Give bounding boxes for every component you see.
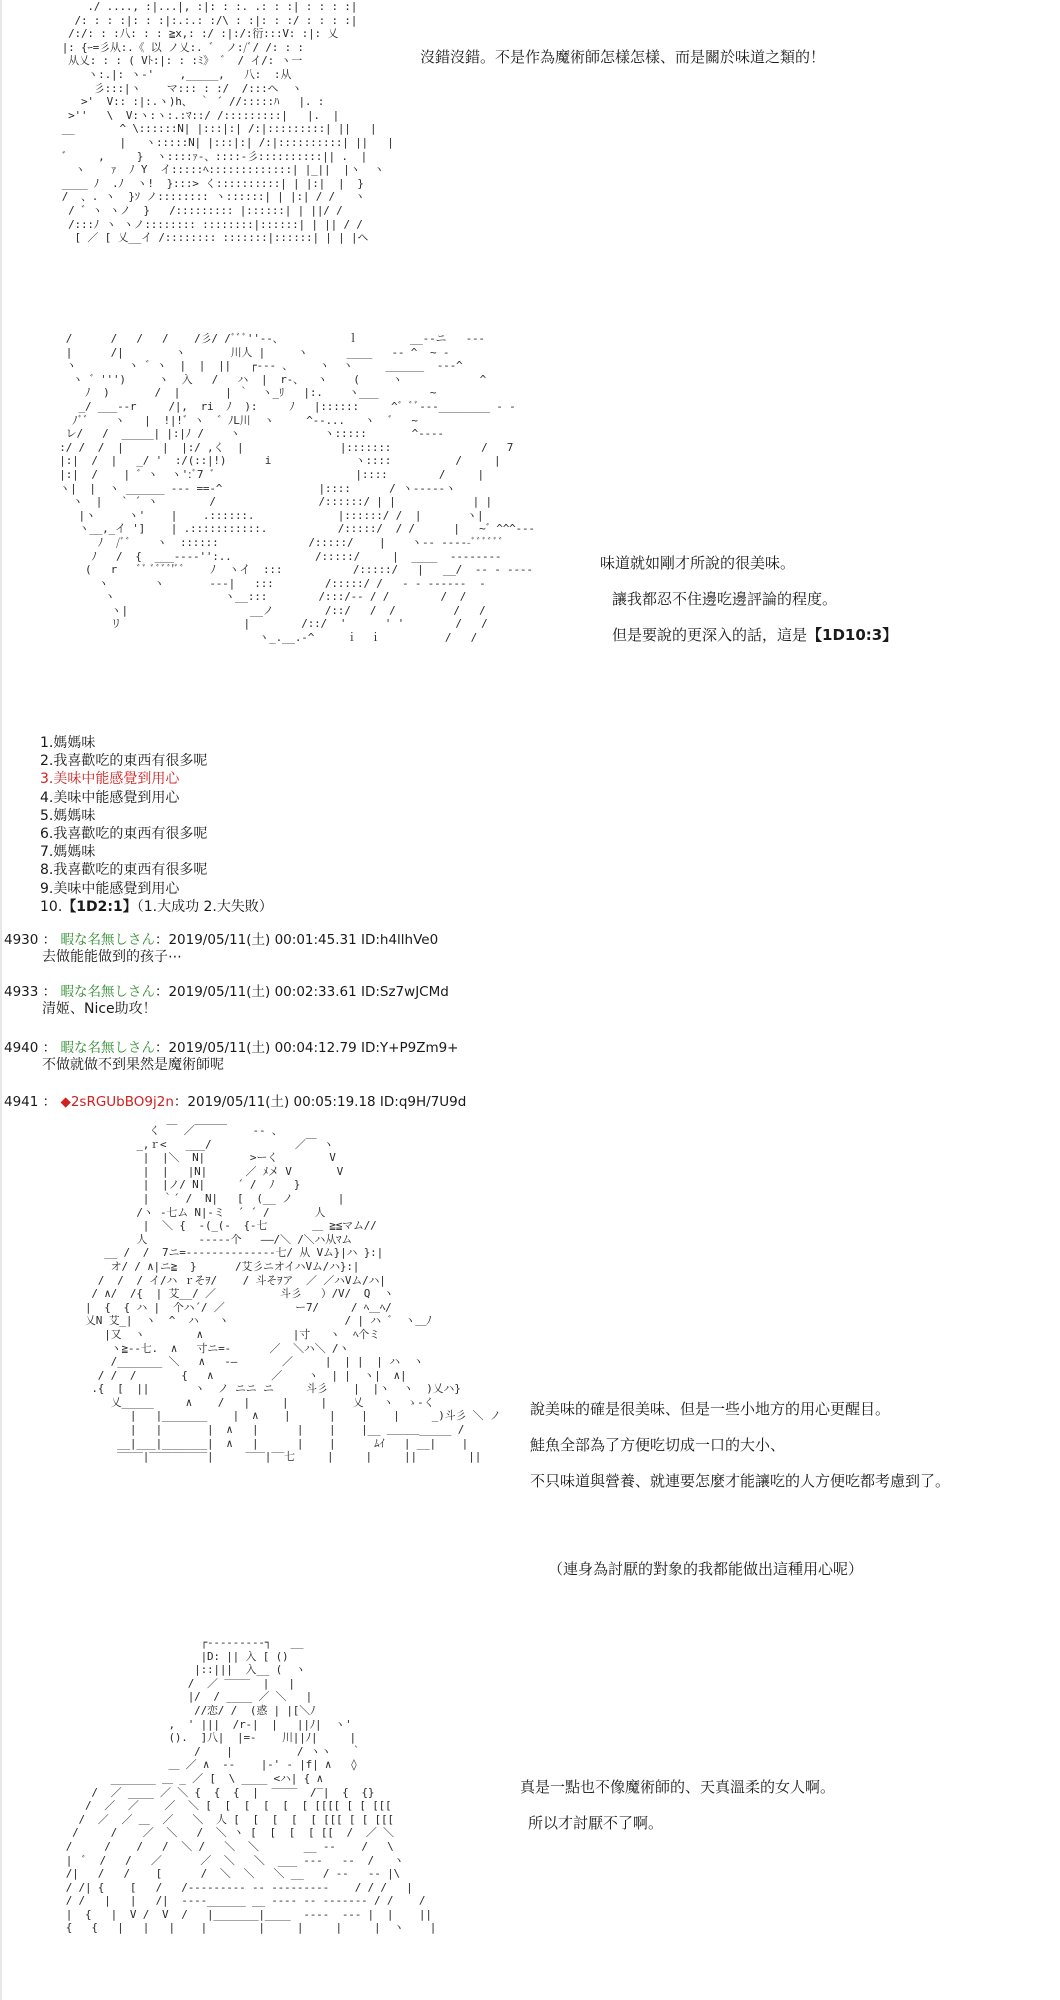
post-number[interactable]: 4930 (4, 932, 39, 948)
dialogue-line: 沒錯沒錯。不是作為魔術師怎樣怎樣、而是關於味道之類的！ (420, 48, 826, 66)
post-header: 4941 ： ◆2sRGUbBO9j2n：2019/05/11(土) 00:05:19.18 ID:q9H/7U9d (4, 1094, 467, 1110)
post-header: 4940 ： 暇な名無しさん：2019/05/11(土) 00:04:12.79 ID:Y+P9Zm9+ (4, 1040, 459, 1056)
list-item: 7.媽媽味 (40, 844, 96, 861)
list-item-selected: 3.美味中能感覺到用心 (40, 771, 180, 788)
ascii-art-panel-2: / / / / /彡/ /ﾞﾞﾞ''--、 ｌ __--ニ --- | /| ヽ 川人 | ヽ ____ -- ^ ~ ‐ ヽ ヽ ゛ヽ | | || ┌--- 、 ヽ ヽ ______ --‐^ ヽ ゛''') ヽ 入 / ハ | r‐、 ヽ ( ヽ ^ ﾉ ) / | | ｀ ヽ_ﾘ |:. ヽ___ ~ _/ ___--r /|, ri ﾉ ): ﾉ |:::::: ^゛ﾞﾞ‐‐‐________ ‐ ‐ ﾉﾞﾞ ヽ | !|!゛ヽ ゛ﾉL川 ヽ ^‐-... ヽ ゛ ~ レ/ / _____| |:|ﾉ / ヽ ヽ::::: ^‐-‐‐ :/ / / | | |:/ ,く | |::::::: / 7 |:| / | _/ ' :/(::|!) i ヽ:::: / | |:| / | ゛ヽ ヽ':ﾞ7 ゛ |:::: / | ヽ| | ヽ ______ --- ==‐^ |:::: / ヽ‐‐‐-‐ヽ ヽ | ` ´ ヽ / /::::::/ | | | | |ヽ ヽ' | .::::::. |::::::/ / | ヽ| ヽ__,_イ '] | .:::::::::::. /:::::/ / / | ~゛^^^‐‐‐ ﾉ /ﾞﾞ ヽ :::::: /:::::/ | ヽ‐‐ ---‐-ﾞﾞﾞﾞﾞﾞ ﾉ / { ___---‐'':.. /:::::/ | ____ ----‐‐‐‐ ( r ﾞﾞ ﾞﾞﾞﾞ'ﾞﾞ ﾉ ヽイ ::: /:::::/ | __/ -- ‐ ‐‐‐‐ ヽ ヽ ‐-‐| ::: /:::::/ / ‐ - ------ ‐ ヽ ヽ__::: /:::/-‐ / / / / ヽ| __ノ /::/ / / / / リ | /::/ ' ' ' / / ヽ_.__.-^ ｉ ｉ / / (59, 332, 535, 645)
dialogue-line: 所以才討厭不了啊。 (528, 1814, 664, 1832)
list-item: 2.我喜歡吃的東西有很多呢 (40, 753, 208, 770)
post (4, 932, 438, 966)
dialogue-text: 但是要說的更深入的話，這是 (612, 626, 808, 644)
list-item: 4.美味中能感覺到用心 (40, 789, 180, 806)
post-meta: ：2019/05/11(土) 00:04:12.79 ID:Y+P9Zm9+ (154, 1040, 459, 1056)
dice-result: 【1D10:3】 (807, 626, 898, 644)
poster-name[interactable]: 暇な名無しさん (60, 932, 155, 948)
dialogue-line (612, 626, 897, 644)
dialogue-line: 不只味道與營養、就連要怎麼才能讓吃的人方便吃都考慮到了。 (530, 1472, 951, 1490)
post-number[interactable]: 4940 (4, 1040, 39, 1056)
post (4, 1040, 459, 1074)
post-meta: ：2019/05/11(土) 00:01:45.31 ID:h4llhVe0 (154, 932, 439, 948)
dialogue-line: 味道就如剛才所說的很美味。 (600, 554, 796, 572)
list-item-note: （1.大成功 2.大失敗） (136, 898, 273, 915)
post-header: 4933 ： 暇な名無しさん：2019/05/11(土) 00:02:33.61 ID:Sz7wJCMd (4, 984, 449, 1000)
dice-result: 【1D2:1】 (62, 898, 137, 915)
poster-name[interactable]: 暇な名無しさん (60, 1040, 155, 1056)
post-number[interactable]: 4933 (4, 984, 39, 1000)
post-meta: ：2019/05/11(土) 00:05:19.18 ID:q9H/7U9d (173, 1094, 467, 1110)
dialogue-line: 說美味的確是很美味、但是一些小地方的用心更醒目。 (530, 1400, 891, 1418)
list-item: 1.媽媽味 (40, 735, 96, 751)
ascii-art-panel-3: く ￣ ／￣￣￣ -- 、 _,ｒ< ___/ ／￣ ヽ | |＼ N| >ーく V | | |N| ／ ﾒメ V V | |ノ/ N| ´ / ﾉ } | ｀´ / N| [ (__ ノ | /ヽ -七ム N|‐ミ ´ ´ / 人 | ＼ { -(_(- {-七 ＿ ≧≦マム// 人 ‐----个 ――/＼ /＼ハ从ﾏム __ / / 7ニ=--------------七/ 从 Vム}|ハ }:| オ/ / ∧|ニ≧ } /艾彡ニオイハVム/ハ}:| / / / イ/ハ ｒそｦ/ / 斗そｦア ／ ／ハVム/ハ| / ∧/ /{ | 艾__/ ／ 斗彡 ）/V/ Q ヽ | { { ハ | 个ハ´/ ／ ー7/ / ﾍ＿ﾍ/ 乂N 艾_| ヽ ^ ハ ヽ / | ハ ゛ ヽ＿ﾉ |又 ヽ ∧ |寸 ヽ ﾍ个ミ ヽ≧-‐七. ∧ 寸ニ=- ／ ＼ハ＼ /ヽ /_______ ＼ ∧ ‐― ／ | | | | ハ ヽ / / / { ∧ ／ ヽ | | ヽ| ∧| .{ [ || ヽ ノ ニニ ニ 斗彡 | |ヽ ヽ )乂ハ} 乂_____ ∧ / | | | 乂 ヽ ゝ-く | |_______ | ∧ | | | | _)斗彡 ＼ ノ | | | ∧ | | | |__ ＿＿＿_____ / __|___|_______| ∧ | | | ﾑｲ | __| | ‾‾‾‾|‾‾‾‾‾‾‾‾‾| ‾‾‾|‾‾七 | | || || (84, 1124, 501, 1464)
poster-name[interactable]: 暇な名無しさん (60, 984, 155, 1000)
post-body: 去做能能做到的孩子⋯ (42, 949, 182, 965)
op-post (4, 1094, 466, 1111)
post-body: 清姬、Nice助攻！ (42, 1001, 157, 1017)
choice-list (40, 734, 273, 916)
list-item (40, 898, 273, 916)
list-item: 8.我喜歡吃的東西有很多呢 (40, 862, 208, 879)
ascii-art-panel-4: ┌---------┐ __ |D: || 入 [ () |::||| 入__ ( ヽ / ／ ‾‾‾‾ | | |/ / ____ ／ ＼ | //恋/ / (惑 | |[＼ﾉ , ' ||| /r-| | ||ﾉ| ヽ' (). ]八| |=- 川||ﾉ| | / | / ヽヽ ｀ ＿ ／ ∧ ‐‐ |‐' ‐ |f| ∧ ◊ _______ ＿ _ ／ [ \ ____ <ハ| { ∧ / ／ ____ ／ ＼ { { { | ‾‾‾‾ /‾| { {} / ／ ／ ／ ＼ [ [ [ [ [ [ [[[[ [ [ [[[ / ／ ／ ＿ ／ ＼ 人 [ [ [ [ [ [[[ [ [ [[[ / / ／ ＼ / ＼ ヽ [ [ [ [ [[ / ／ ＼ / / / / ＼ / ＼ ＼ __ ‐‐ / \ | ﾞ / / ／ ／ ＼ ＼ ___ ‐‐‐ ‐‐ / ヽ /| / / [ / ＼ ＼ ＼ __ / ‐‐ ‐‐ |\ / /| { [ / /‐‐‐‐‐‐‐‐‐ ‐‐ ‐‐‐‐‐‐‐‐‐ / / / | / / | | /| ----______ __ ‐‐‐‐ ‐‐ ‐‐‐‐‐‐‐ / / / | { | V / V / |_______|____ ‐‐‐‐ ‐‐‐ | | || { { | | | | | | | | ヽ | (65, 1636, 437, 1935)
list-item-label: 10. (40, 898, 63, 915)
dialogue-line: （連身為討厭的對象的我都能做出這種用心呢） (548, 1560, 864, 1578)
ascii-art-panel-1: ./ ...., :|...|, :|: : :. .: : :| : : : :| /: : : :|: : :|:.:.: :/\ : :|: : :/ : : : :| /:/: : :八: : : ≧x,: :/ :|:/:衍:::V: :|: 乂 |: {ｰ=彡从:.《 以 ノ乂:. ゛ ノ:/ﾞ/ /: : : 从乂: : : ( Vﾄ:|: : :ﾐ》 ゛ / イ/: ヽ一 ヽ:.|: ヽ-' ,_____, 八: :从 彡:::|ヽ マ::: : :/ /:::ヘ ヽ >' V:: :|:.ヽ)h、 ｀ ´ //:::::ﾊ |. : >'' \ V:ヽ:ヽ:.:ﾏ::/ /:::::::::| |. | __ ^ \::::::N| |:::|:| /:|:::::::::| || | | ヽ:::::N| |:::|:| /:|::::::::::| || | ゛ , } ヽ::::ｧ-、::::-彡::::::::::|| . | ヽ ｧ ﾉ Y イ:::::ﾍ:::::::::::::| |_|| |ヽ ヽ ____ ﾉ .ﾉ ヽ! }:::> く::::::::::| | |:| | } / 、. ヽ }ｿ ノ:::::::: ヽ::::::| | |:| / / ヽ / ゛ヽ ヽノ } /::::::::: |::::::| | ||/ / /:::ﾉ ヽ ヽノ:::::::: ::::::::|::::::| | || / / [ ／ [ 乂__イ /:::::::: :::::::|::::::| | | |ヘ (61, 0, 394, 245)
post-header: 4930 ： 暇な名無しさん：2019/05/11(土) 00:01:45.31 ID:h4llhVe0 (4, 932, 439, 948)
page-left-border (0, 0, 2, 2000)
post-body: 不做就做不到果然是魔術師呢 (42, 1057, 224, 1073)
list-item: 5.媽媽味 (40, 807, 96, 824)
op-trip[interactable]: ◆2sRGUbBO9j2n (60, 1094, 174, 1110)
list-item: 6.我喜歡吃的東西有很多呢 (40, 826, 208, 843)
post-meta: ：2019/05/11(土) 00:02:33.61 ID:Sz7wJCMd (154, 984, 449, 1000)
dialogue-line: 真是一點也不像魔術師的、天真溫柔的女人啊。 (520, 1778, 836, 1796)
list-item: 9.美味中能感覺到用心 (40, 880, 180, 897)
post (4, 984, 449, 1018)
post-number[interactable]: 4941 (4, 1094, 39, 1110)
dialogue-line: 讓我都忍不住邊吃邊評論的程度。 (612, 590, 838, 608)
dialogue-line: 鮭魚全部為了方便吃切成一口的大小、 (530, 1436, 786, 1454)
